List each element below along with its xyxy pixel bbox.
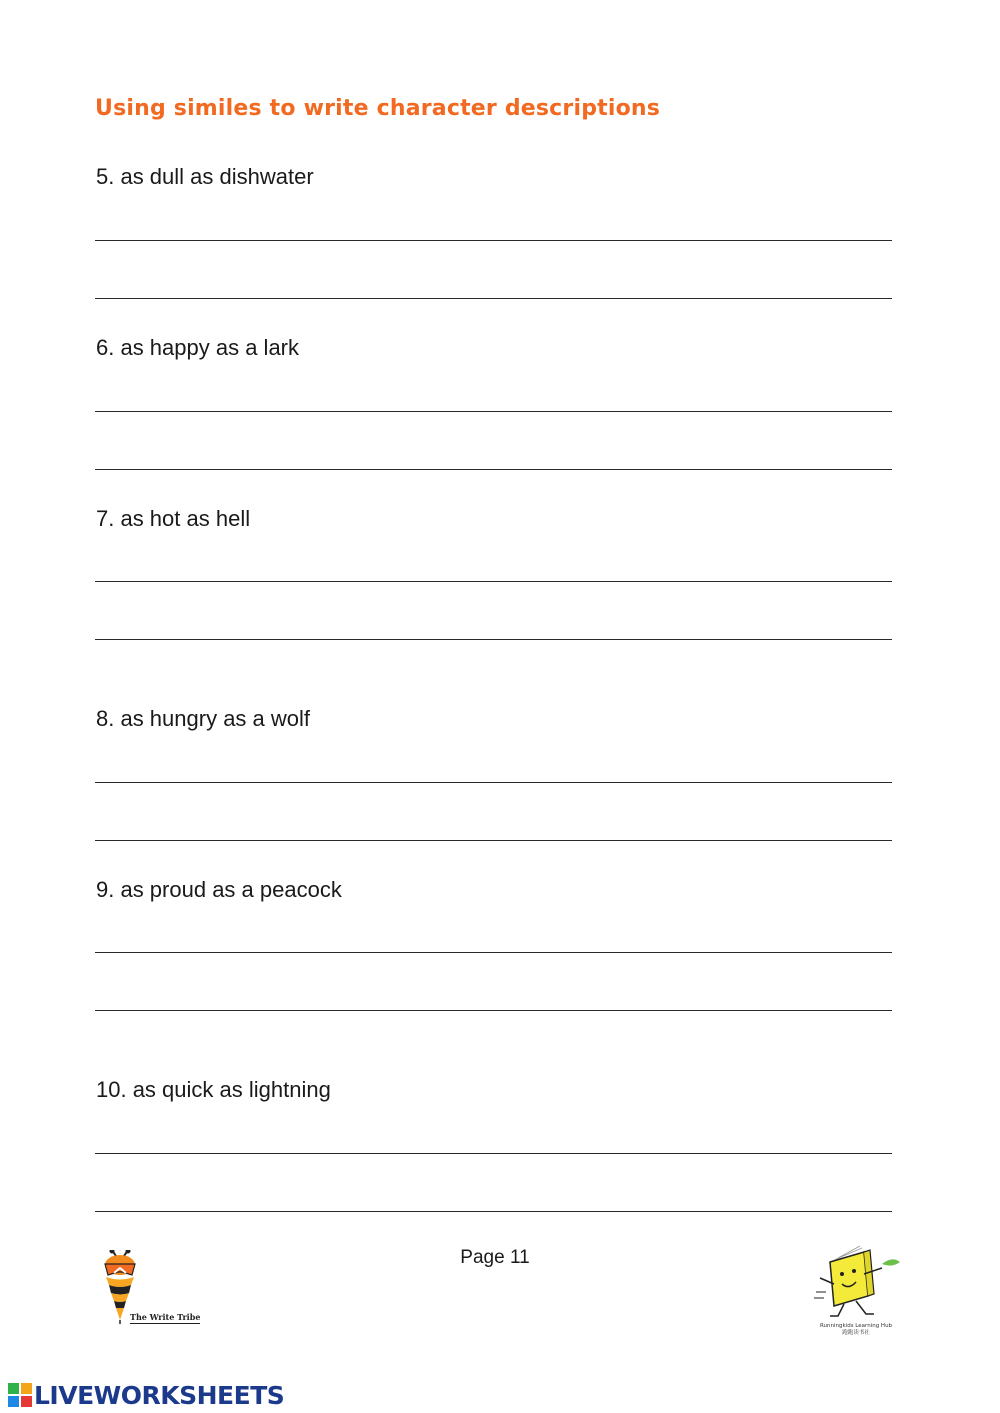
answer-line[interactable] [95,952,892,953]
worksheet-title: Using similes to write character descriptions [95,96,661,121]
prompt-item-5: 5. as dull as dishwater [96,164,314,189]
answer-line[interactable] [95,782,892,783]
hub-logo-text: Runningkids Learning Hub 跑跑读书社 [819,1323,893,1336]
prompt-item-6: 6. as happy as a lark [96,335,300,360]
liveworksheets-brand[interactable] [8,1380,284,1410]
prompt-item-7: 7. as hot as hell [96,506,251,531]
prompt-item-8: 8. as hungry as a wolf [96,706,311,731]
prompt-item-10: 10. as quick as lightning [96,1077,331,1102]
answer-line[interactable] [95,1153,892,1154]
answer-line[interactable] [95,1211,892,1212]
bee-logo-text: The Write Tribe [130,1312,201,1322]
answer-line[interactable] [95,639,892,640]
page-number: Page 11 [460,1247,530,1268]
answer-line[interactable] [95,840,892,841]
liveworksheets-icon [8,1383,32,1407]
answer-line[interactable] [95,298,892,299]
answer-line[interactable] [95,411,892,412]
answer-line[interactable] [95,240,892,241]
answer-line[interactable] [95,1010,892,1011]
answer-line[interactable] [95,469,892,470]
running-book-icon [812,1244,904,1324]
liveworksheets-text: LIVEWORKSHEETS [34,1380,285,1410]
answer-line[interactable] [95,581,892,582]
prompt-item-9: 9. as proud as a peacock [96,877,342,902]
